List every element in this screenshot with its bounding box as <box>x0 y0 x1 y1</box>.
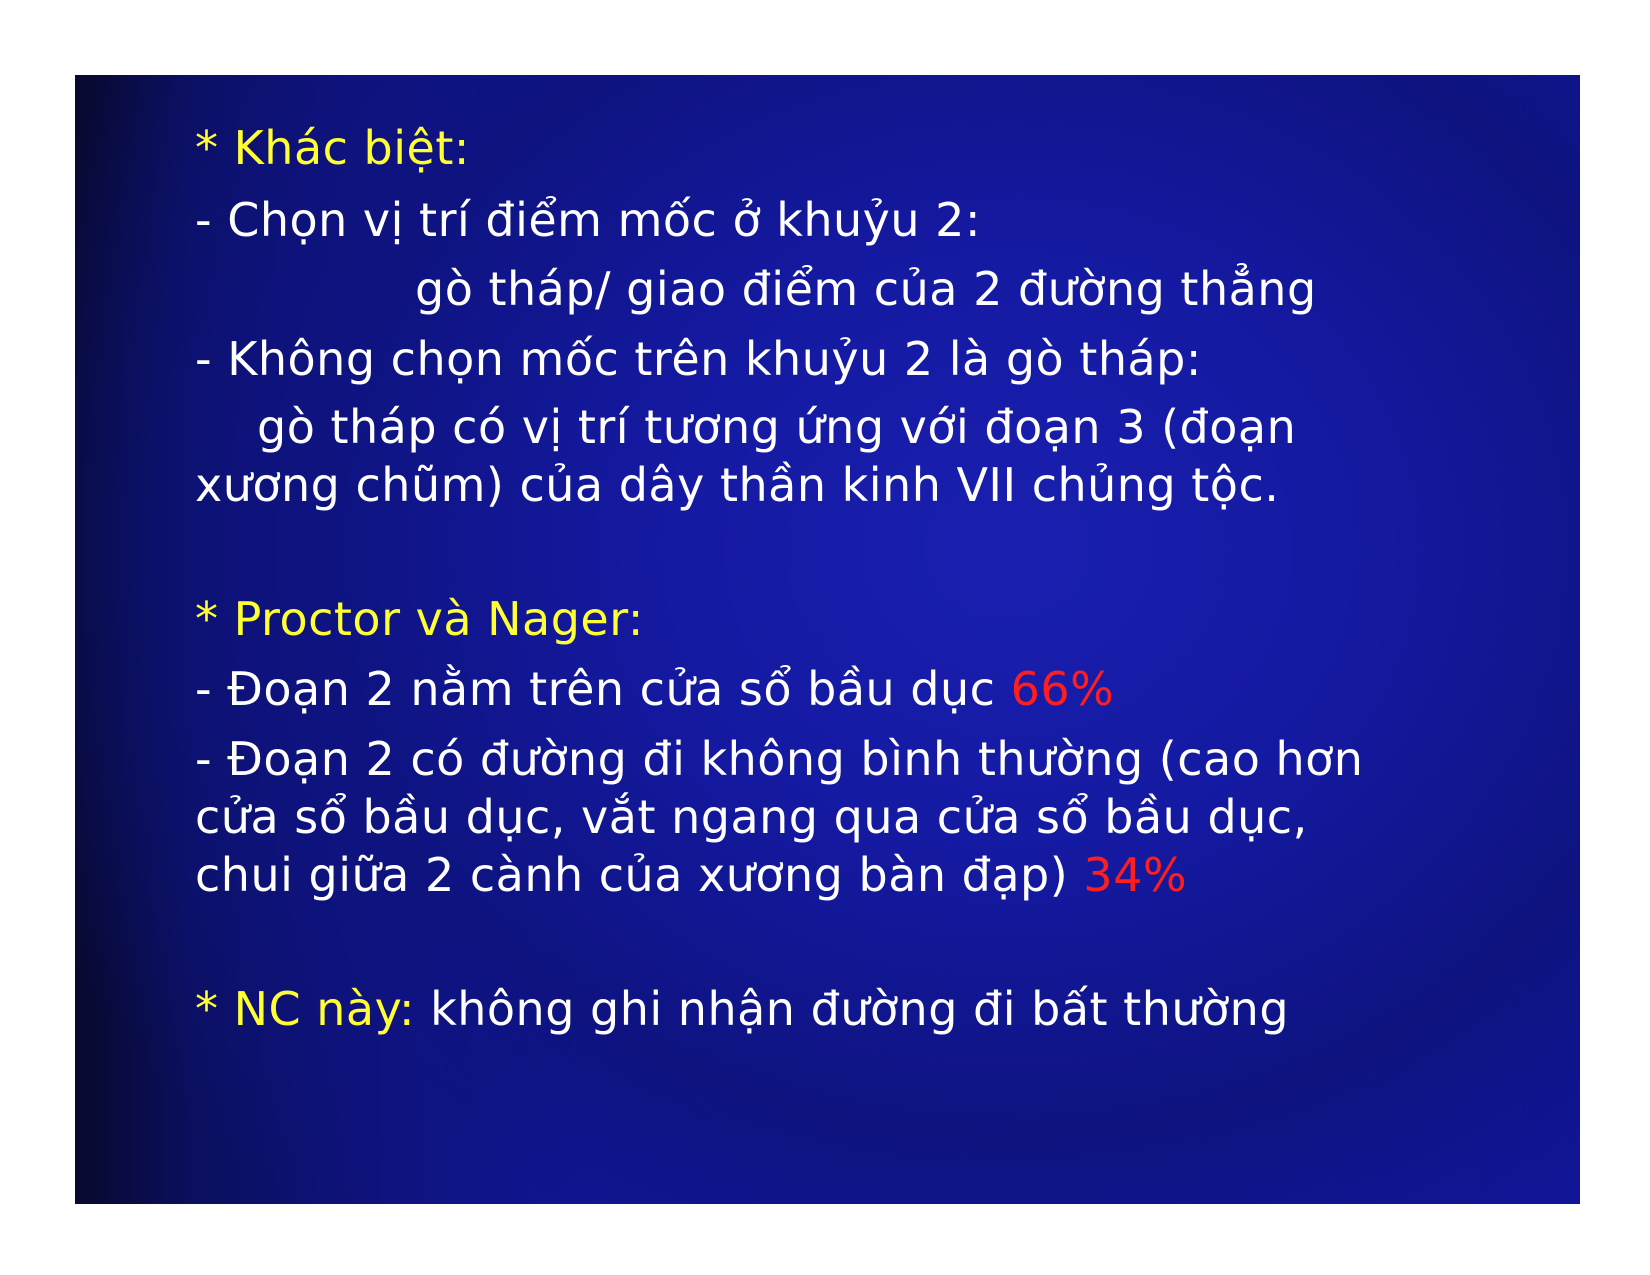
nc-nay-line <box>195 980 1289 1038</box>
section-proctor-heading: * Proctor và Nager: <box>195 592 644 646</box>
proctor-line-1-text: - Đoạn 2 nằm trên cửa sổ bầu dục <box>195 662 1011 716</box>
proctor-line-4 <box>195 846 1187 904</box>
proctor-line-4-text: chui giữa 2 cành của xương bàn đạp) <box>195 848 1084 902</box>
khac-biet-line-3: - Không chọn mốc trên khuỷu 2 là gò tháp: <box>195 332 1202 386</box>
percent-34: 34% <box>1083 848 1188 902</box>
slide <box>75 75 1580 1204</box>
proctor-line-2: - Đoạn 2 có đường đi không bình thường (cao hơn <box>195 732 1364 786</box>
khac-biet-line-2: gò tháp/ giao điểm của 2 đường thẳng <box>415 262 1317 316</box>
khac-biet-line-4: gò tháp có vị trí tương ứng với đoạn 3 (đoạn <box>257 400 1297 454</box>
proctor-line-1 <box>195 660 1114 718</box>
proctor-line-3: cửa sổ bầu dục, vắt ngang qua cửa sổ bầu dục, <box>195 790 1308 844</box>
khac-biet-line-5: xương chũm) của dây thần kinh VII chủng tộc. <box>195 458 1280 512</box>
nc-nay-heading: * NC này: <box>195 982 415 1036</box>
nc-nay-text: không ghi nhận đường đi bất thường <box>415 982 1290 1036</box>
section-khac-biet-heading: * Khác biệt: <box>195 121 470 175</box>
percent-66: 66% <box>1010 662 1115 716</box>
khac-biet-line-1: - Chọn vị trí điểm mốc ở khuỷu 2: <box>195 193 981 247</box>
